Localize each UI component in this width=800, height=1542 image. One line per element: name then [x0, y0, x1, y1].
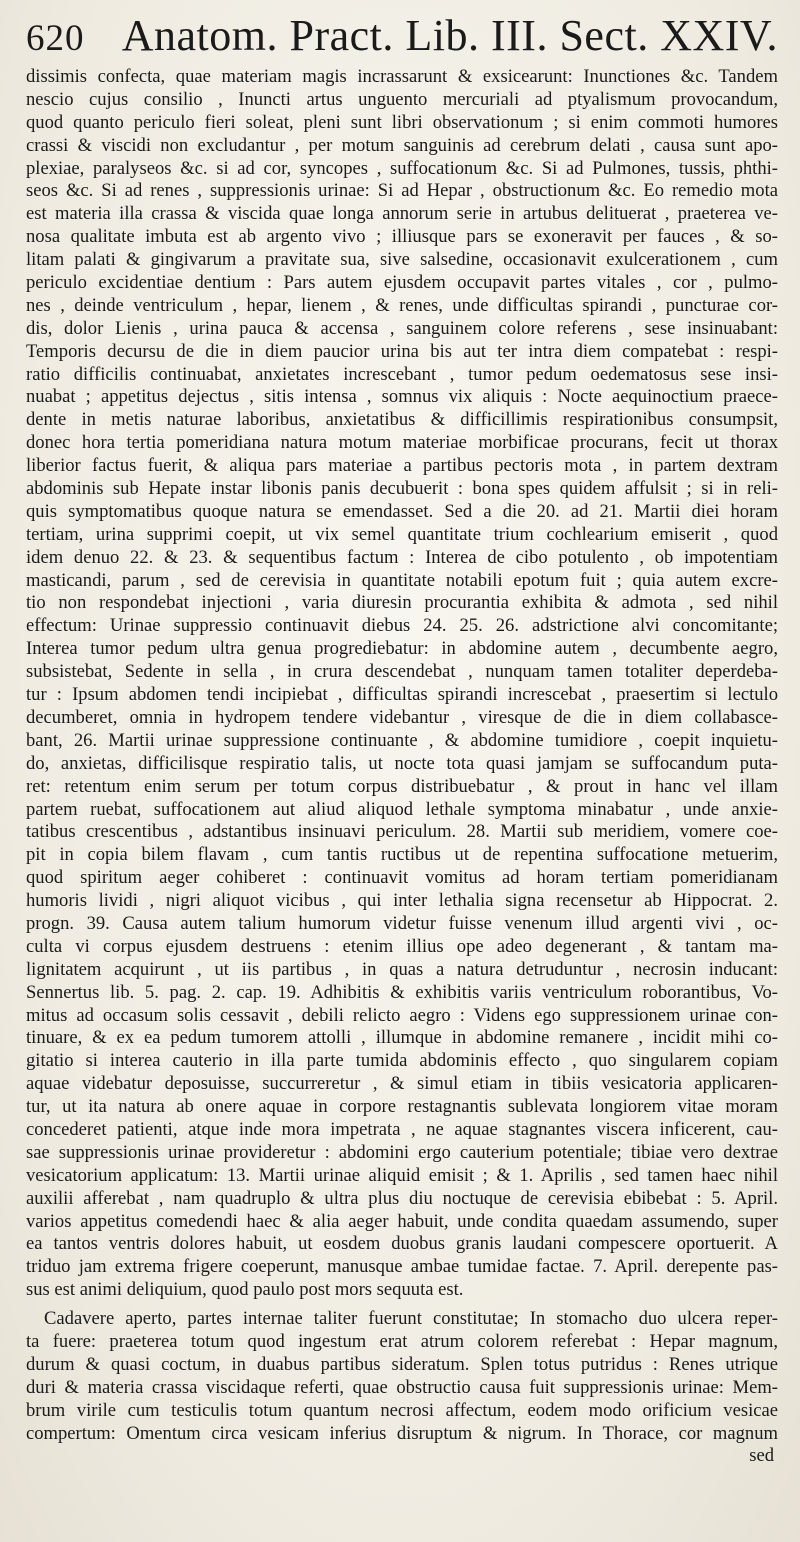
text-line: ret: retentum enim serum per totum corpus distribuebatur , & prout in hanc vel illam — [26, 775, 778, 797]
text-line: tur, ut ita natura ab onere aquae in corpore restagnantis sublevata longiorem vitae moram — [26, 1096, 778, 1118]
text-line: durum & quasi coctum, in duabus partibus sideratum. Splen totus putridus : Renes utrique — [26, 1353, 778, 1375]
text-line: idem denuo 22. & 23. & sequentibus factum : Interea de cibo potulento , ob impotentiam — [26, 546, 778, 568]
text-line: tertiam, urina supprimi coepit, ut vix semel quantitate trium cochlearium emiserit , quod — [26, 523, 778, 545]
text-line: seos &c. Si ad renes , suppressionis urinae: Si ad Hepar , obstructionum &c. Eo remedio mota — [26, 180, 778, 202]
text-line: compertum: Omentum circa vesicam inferius disruptum & nigrum. In Thorace, cor magnum — [26, 1422, 778, 1444]
catchword: sed — [749, 1445, 774, 1467]
text-line: nescio cujus consilio , Inuncti artus unguento mercuriali ad ptyalismum provocandum, — [26, 88, 778, 110]
text-line: concederet patienti, atque inde mora impetrata , ne aquae stagnantes viscera inficerent, cau- — [26, 1118, 778, 1140]
text-line: masticandi, parum , sed de cerevisia in quantitate notabili epotum fuit ; quia autem excre- — [26, 569, 778, 591]
text-line: ta fuere: praeterea totum quod ingestum erat atrum colorem referebat : Hepar magnum, — [26, 1330, 778, 1352]
text-line: brum virile cum testiculis totum quantum necrosi affectum, eodem modo orificium vesicae — [26, 1399, 778, 1421]
text-line: auxilii afferebat , nam quadruplo & ultra plus diu noctuque de cerevisia ebibebat : 5. April. — [26, 1187, 778, 1209]
running-head — [26, 10, 778, 66]
text-line: Cadavere aperto, partes internae taliter fuerunt constitutae; In stomacho duo ulcera reper- — [44, 1308, 778, 1330]
text-line: do, anxietas, difficilisque respiratio talis, ut nocte tota quasi jamjam se suffocandum puta- — [26, 752, 778, 774]
text-line: progn. 39. Causa autem talium humorum videtur fuisse venenum illud argenti vivi , oc- — [26, 912, 778, 934]
text-line: Sennertus lib. 5. pag. 2. cap. 19. Adhibitis & exhibitis variis ventriculum roborantibus, Vo- — [26, 981, 778, 1003]
text-line: nuabat ; appetitus dejectus , sitis intensa , somnus vix aliquis : Nocte aequinoctium praece- — [26, 386, 778, 408]
text-line: crassi & viscidi non excludantur , per motum sanguinis ad cerebrum delati , causa sunt apo- — [26, 134, 778, 156]
text-line: quod spiritum aeger cohiberet : continuavit vomitus ad horam tertiam pomeridianam — [26, 867, 778, 889]
text-line: duri & materia crassa viscidaque referti, quae obstructio causa fuit suppressionis urinae: Mem- — [26, 1376, 778, 1398]
text-line: humoris lividi , nigri aliquot vicibus , qui inter lethalia signa recensetur ab Hippocrat. 2. — [26, 890, 778, 912]
text-line: donec hora tertia pomeridiana natura motum materiae morbificae procurans, fecit ut thorax — [26, 432, 778, 454]
text-line: aquae videbatur deposuisse, succurreretur , & simul etiam in tibiis vesicatoria applicaren- — [26, 1073, 778, 1095]
text-line: nosa qualitate imbuta est ab argento vivo ; illiusque pars se exoneravit per fauces , & so- — [26, 226, 778, 248]
text-line: lignitatem acquirunt , ut iis partibus , in quas a natura detruduntur , necrosin inducant: — [26, 958, 778, 980]
text-line: dente in metis naturae laboribus, anxietatibus & difficillimis respirationibus consumpsit, — [26, 409, 778, 431]
text-line: vesicatorium applicatum: 13. Martii urinae aliquid emisit ; & 1. Aprilis , sed tamen haec nihil — [26, 1164, 778, 1186]
text-line: culta vi corpus ejusdem destruens : etenim illius ope adeo degenerant , & tantam ma- — [26, 935, 778, 957]
text-line: effectum: Urinae suppressio continuavit diebus 24. 25. 26. adstrictione alvi concomitante; — [26, 615, 778, 637]
text-line: plexiae, paralyseos &c. si ad cor, syncopes , suffocationum &c. Si ad Pulmones, tussis, phthi- — [26, 157, 778, 179]
text-line: subsistebat, Sedente in sella , in crura descendebat , nunquam tamen totaliter deperdeba- — [26, 661, 778, 683]
text-line: liberior factus fuerit, & aliqua pars materiae a partibus pectoris mota , in partem dextram — [26, 455, 778, 477]
text-line: mitus ad occasum solis cessavit , debili relicto aegro : Videns ego suppressionem urinae con- — [26, 1004, 778, 1026]
text-line: nes , deinde ventriculum , hepar, lienem , & renes, unde difficultas spirandi , puncturae cor- — [26, 294, 778, 316]
text-line: Interea tumor pedum ultra genua progrediebatur: in abdomine autem , decumbente aegro, — [26, 638, 778, 660]
text-line: dis, dolor Lienis , urina pauca & accensa , sanguinem colore referens , sese insinuabant: — [26, 317, 778, 339]
paragraph — [26, 66, 778, 1302]
text-line: decumberet, omnia in hydropem tendere videbantur , viresque de die in diem collabasce- — [26, 706, 778, 728]
text-line: dissimis confecta, quae materiam magis incrassarunt & exsicearunt: Inunctiones &c. Tandem — [26, 66, 778, 87]
text-line: triduo jam extrema frigere coeperunt, manusque ambae tumidae factae. 7. April. derepente pas- — [26, 1256, 778, 1278]
text-line: ea tantos ventris dolores habuit, ut eosdem duobus granis laudani compescere oportuerit. A — [26, 1233, 778, 1255]
text-line: ratio difficilis continuabat, anxietates increscebant , tumor pedum oedematosus sese insi- — [26, 363, 778, 385]
text-line: tio non respondebat injectioni , varia diuresin procurantia exhibita & admota , sed nihil — [26, 592, 778, 614]
text-body — [26, 66, 778, 1445]
text-line: abdominis sub Hepate instar libonis panis decubuerit : bona spes quidem affulsit ; si in reli- — [26, 478, 778, 500]
text-line: quod quanto periculo fieri soleat, pleni sunt libri observationum ; si enim commoti humores — [26, 111, 778, 133]
text-line: partem ruebat, suffocationem aut aliud aliquod lethale symptoma minabatur , unde anxie- — [26, 798, 778, 820]
text-line: est materia illa crassa & viscida quae longa annorum serie in artubus delituerat , praeterea ve- — [26, 203, 778, 225]
text-line: litam palati & gingivarum a pravitate sua, sive salsedine, occasionavit exulcerationem , cum — [26, 249, 778, 271]
text-line: tinuare, & ex ea pedum tumorem attolli , illumque in abdomine remanere , incidit mihi co- — [26, 1027, 778, 1049]
text-line: sus est animi deliquium, quod paulo post mors sequuta est. — [26, 1279, 464, 1301]
text-line: gitatio si interea cauterio in illa parte tumida abdominis effecto , quo singularem copiam — [26, 1050, 778, 1072]
text-line: tatibus crescentibus , adstantibus insinuavi periculum. 28. Martii sub meridiem, vomere coe- — [26, 821, 778, 843]
text-line: sae suppressionis urinae provideretur : abdomini ergo cauterium potentiale; tibiae vero dextrae — [26, 1141, 778, 1163]
paragraph — [26, 1308, 778, 1445]
text-line: tur : Ipsum abdomen tendi incipiebat , difficultas spirandi increscebat , praesertim si lectulo — [26, 684, 778, 706]
text-line: varios appetitus comedendi haec & alia aeger habuit, unde condita quaedam assumendo, super — [26, 1210, 778, 1232]
text-line: periculo excidentiae dentium : Pars autem ejusdem occupavit partes vitales , cor , pulmo- — [26, 272, 778, 294]
text-line: Temporis decursu de die in diem paucior urina bis aut ter intra diem compatebat : respi- — [26, 340, 778, 362]
text-line: pit in copia bilem flavam , cum tantis ructibus ut de repentina suffocatione metuerim, — [26, 844, 778, 866]
text-line: quis symptomatibus quoque natura se emendasset. Sed a die 20. ad 21. Martii diei horam — [26, 500, 778, 522]
page-number: 620 — [26, 18, 85, 59]
text-line: bant, 26. Martii urinae suppressione continuante , & abdomine tumidiore , coepit inquietu- — [26, 729, 778, 751]
running-title: Anatom. Pract. Lib. III. Sect. XXIV. — [121, 11, 778, 60]
